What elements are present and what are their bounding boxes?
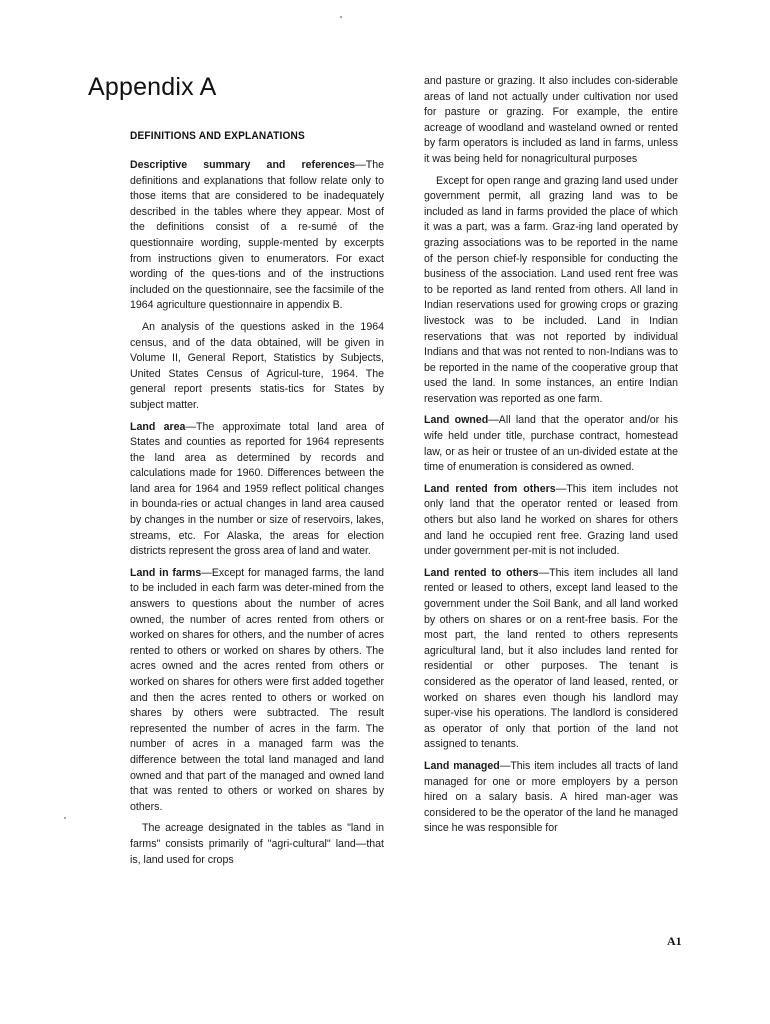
right-column <box>424 74 678 843</box>
paragraph-text: —Except for managed farms, the land to be included in each farm was deter-mined from the answers to questions about the number of acres owned, the number of acres rented from others or worked on shares for others, and the number of acres rented to others or worked on shares by others. The acres owned and the acres rented from others or worked on shares for others were first added together and then the acres rented to others or worked on shares by others were subtracted. The result represented the number of acres in the farm. The number of acres in a managed farm was the difference between the total land managed and land owned and that part of the managed and owned land that was rented to others or worked on shares by others. <box>130 566 385 813</box>
term-land-area: Land area <box>130 420 186 433</box>
paragraph-land-in-farms <box>130 566 384 816</box>
paragraph-text: —The definitions and explanations that follow relate only to those items that are considered to be inadequately described in the tables where they appear. Most of the definitions consist of a re-sumé of the questionnaire wording, supple-mented by excerpts from instructions given to enumerators. For exact wording of the ques-tions and of the instructions included on the questionnaire, see the facsimile of the 1964 agriculture questionnaire in appendix B. <box>130 159 384 312</box>
paragraph-land-managed <box>424 759 678 837</box>
paragraph-text: —This item includes all land rented or leased to others, except land leased to the government under the Soil Bank, and all land worked by others on shares or on a rent-free basis. For the most part, the land rented to others represents agricultural land, but it also includes land rented for residential or other purposes. The tenant is considered as the operator of land leased, rented, or worked on shares even though his landlord may super-vise his operations. The landlord is considered as operator of only that portion of the land not assigned to tenants. <box>424 566 679 751</box>
paragraph-acreage <box>130 821 384 868</box>
paragraph-text: and pasture or grazing. It also includes con-siderable areas of land not actually under cultivation nor used for pasture or grazing. For example, the entire acreage of woodland and wasteland owned or rented by farm operators is included as land in farms, unless it was being held for nonagricultural purposes <box>424 75 678 165</box>
paragraph-open-range <box>424 174 678 408</box>
paragraph-text: —All land that the operator and/or his wife held under title, purchase contract, homestead law, or as heir or trustee of an un-divided estate at the time of enumeration is considered as owned. <box>424 414 678 474</box>
paragraph-analysis <box>130 320 384 414</box>
paragraph-land-owned <box>424 413 678 475</box>
paragraph-text: —The approximate total land area of States and counties as reported for 1964 represents the land area as determined by records and calculations made for 1960. Differences between the land area for 1964 and 1959 reflect political changes in bounda-ries or actual changes in land area caused by changes in the number or size of reservoirs, lakes, streams, etc. For Alaska, the areas for election districts represent the gross area of land and water. <box>130 420 385 558</box>
appendix-title: Appendix A <box>88 73 217 101</box>
paragraph-text: The acreage designated in the tables as "land in farms" consists primarily of "agri-cultural" land—that is, land used for crops <box>130 822 384 866</box>
section-heading: DEFINITIONS AND EXPLANATIONS <box>130 130 305 142</box>
term-land-rented-to-others: Land rented to others <box>424 566 539 579</box>
paragraph-land-rented-to-others <box>424 566 678 753</box>
paragraph-land-area <box>130 420 384 560</box>
term-land-rented-from-others: Land rented from others <box>424 482 556 495</box>
paragraph-text: —This item includes not only land that the operator rented or leased from others but also land he worked on shares for others and land he occupied rent free. Grazing land used under government per-mit is not included. <box>424 482 678 558</box>
paragraph-text: —This item includes all tracts of land managed for one or more employers by a person hired on a salary basis. A hired man-ager was considered to be the operator of the land he managed since he was responsible for <box>424 759 678 835</box>
paragraph-descriptive-summary <box>130 158 384 314</box>
scan-speck <box>340 16 342 18</box>
term-land-owned: Land owned <box>424 414 489 427</box>
scan-speck <box>64 817 66 819</box>
paragraph-pasture-continued <box>424 74 678 168</box>
term-descriptive-summary: Descriptive summary and references <box>130 159 356 171</box>
paragraph-text: An analysis of the questions asked in the 1964 census, and of the data obtained, will be given in Volume II, General Report, Statistics by Subjects, United States Census of Agricul-ture, 1964. The general report presents statis-tics for States by subject matter. <box>130 320 384 411</box>
term-land-in-farms: Land in farms <box>130 566 202 579</box>
left-column <box>130 158 384 874</box>
paragraph-land-rented-from-others <box>424 482 678 560</box>
paragraph-text: Except for open range and grazing land used under government permit, all grazing land was to be included as land in farms provided the place of which it was a part, was a farm. Graz-ing land operated by grazing associations was to be reported in the name of the person chief-ly responsible for conducting the business of the association. Land used rent free was to be reported as land rented from others. All land in Indian reservations used for growing crops or grazing livestock was to be included. Land in Indian reservations that was not reported by individual Indians and that was not rented to non-Indians was to be reported in the name of the cooperative group that used the land. In some instances, an entire Indian reservation was reported as one farm. <box>424 174 678 405</box>
term-land-managed: Land managed <box>424 759 500 772</box>
page-number: A1 <box>667 934 682 948</box>
